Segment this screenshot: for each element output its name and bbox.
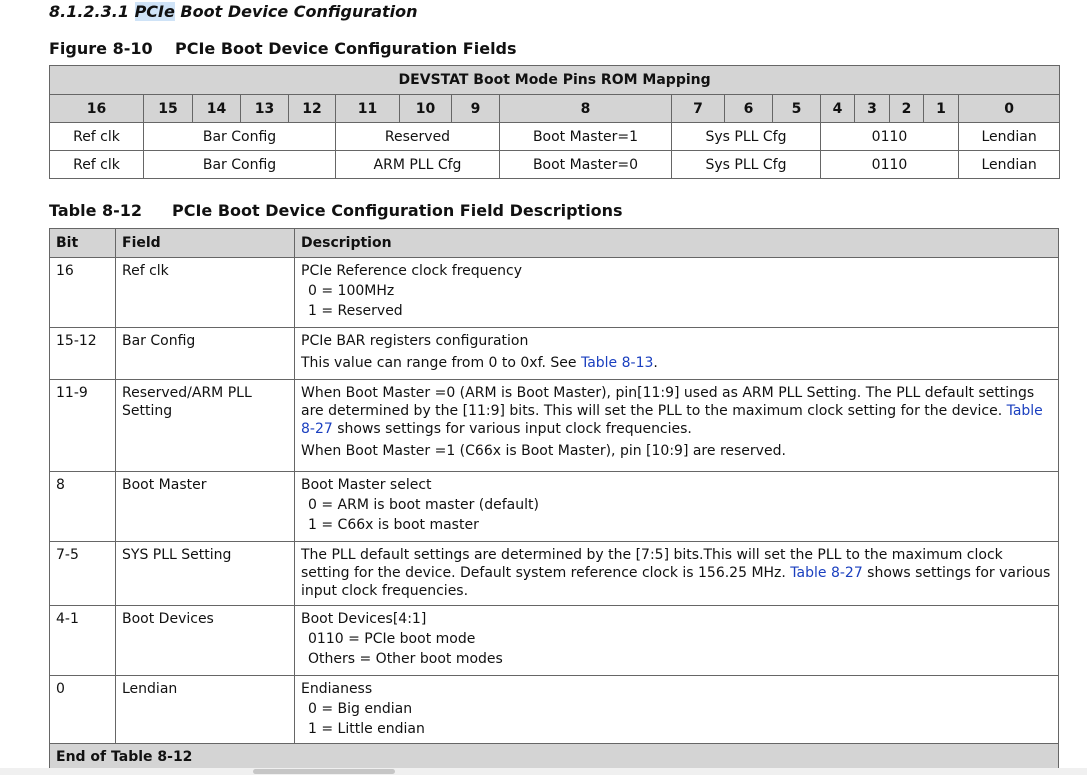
bit-6: 6 xyxy=(725,95,773,123)
field-sys-pll: Sys PLL Cfg xyxy=(672,123,821,151)
figure-caption xyxy=(49,39,517,58)
bit-3: 3 xyxy=(855,95,890,123)
table-number: Table 8-12 xyxy=(49,201,143,220)
bit-8: 8 xyxy=(500,95,672,123)
field-sys-pll: Sys PLL Cfg xyxy=(672,151,821,179)
table-row xyxy=(50,258,1059,328)
cell-description xyxy=(295,328,1059,380)
cell-bit: 15-12 xyxy=(50,328,116,380)
description-line: When Boot Master =1 (C66x is Boot Master), pin [10:9] are reserved. xyxy=(301,443,786,459)
field-description-table xyxy=(49,228,1059,771)
bit-1: 1 xyxy=(924,95,959,123)
cell-field: SYS PLL Setting xyxy=(116,542,295,606)
description-line: Endianess xyxy=(301,681,373,697)
description-line: 1 = C66x is boot master xyxy=(308,517,479,533)
field-boot-master: Boot Master=0 xyxy=(500,151,672,179)
field-ref-clk: Ref clk xyxy=(50,151,144,179)
description-line xyxy=(301,546,1052,600)
cell-bit: 16 xyxy=(50,258,116,328)
description-line xyxy=(301,354,1052,372)
section-number: 8.1.2.3.1 xyxy=(49,2,129,21)
table-end-row xyxy=(50,744,1059,771)
table-8-13-link[interactable]: Table 8-13 xyxy=(580,355,654,371)
description-line: PCIe BAR registers configuration xyxy=(301,333,529,349)
description-line: 1 = Reserved xyxy=(308,303,403,319)
table-row xyxy=(50,606,1059,676)
table-title: PCIe Boot Device Configuration Field Descriptions xyxy=(172,201,623,220)
table-row xyxy=(50,472,1059,542)
description-line: Boot Master select xyxy=(301,477,432,493)
table-8-27-link[interactable]: Table 8-27 xyxy=(790,565,863,581)
scrollbar-thumb[interactable] xyxy=(253,769,395,774)
table-end-label: End of Table 8-12 xyxy=(50,744,1059,771)
field-boot-master: Boot Master=1 xyxy=(500,123,672,151)
cell-bit: 0 xyxy=(50,676,116,744)
bit-14: 14 xyxy=(193,95,241,123)
figure-title: PCIe Boot Device Configuration Fields xyxy=(175,39,517,58)
section-title-highlight: PCIe xyxy=(134,2,175,21)
table-row xyxy=(50,380,1059,472)
description-line: PCIe Reference clock frequency xyxy=(301,263,522,279)
header-field: Field xyxy=(116,229,295,258)
field-bits-11-9: Reserved xyxy=(336,123,500,151)
field-ref-clk: Ref clk xyxy=(50,123,144,151)
bit-7: 7 xyxy=(672,95,725,123)
bit-5: 5 xyxy=(773,95,821,123)
figure-number: Figure 8-10 xyxy=(49,39,153,58)
description-text: This value can range from 0 to 0xf. See xyxy=(301,355,581,371)
bit-11: 11 xyxy=(336,95,400,123)
bit-16: 16 xyxy=(50,95,144,123)
description-line: 1 = Little endian xyxy=(308,721,425,737)
bit-15: 15 xyxy=(144,95,193,123)
table-row xyxy=(50,328,1059,380)
cell-field: Reserved/ARM PLL Setting xyxy=(116,380,295,472)
description-line: 0 = Big endian xyxy=(308,701,413,717)
description-text: . xyxy=(653,355,658,371)
description-line: Others = Other boot modes xyxy=(308,651,503,667)
bit-4: 4 xyxy=(821,95,855,123)
bit-12: 12 xyxy=(289,95,336,123)
figure-row xyxy=(50,123,1060,151)
field-bits-11-9: ARM PLL Cfg xyxy=(336,151,500,179)
field-bar-config: Bar Config xyxy=(144,123,336,151)
table-8-27-link[interactable]: Table 8-27 xyxy=(301,403,1043,437)
cell-bit: 11-9 xyxy=(50,380,116,472)
description-line: Boot Devices[4:1] xyxy=(301,611,427,627)
cell-description xyxy=(295,606,1059,676)
description-line: 0 = ARM is boot master (default) xyxy=(308,497,539,513)
cell-field: Boot Master xyxy=(116,472,295,542)
figure-row xyxy=(50,151,1060,179)
cell-description xyxy=(295,676,1059,744)
field-boot-devices: 0110 xyxy=(821,151,959,179)
description-line: 0110 = PCIe boot mode xyxy=(308,631,476,647)
cell-description xyxy=(295,542,1059,606)
description-line: 0 = 100MHz xyxy=(308,283,395,299)
cell-field: Bar Config xyxy=(116,328,295,380)
cell-field: Ref clk xyxy=(116,258,295,328)
bit-9: 9 xyxy=(452,95,500,123)
field-bar-config: Bar Config xyxy=(144,151,336,179)
field-boot-devices: 0110 xyxy=(821,123,959,151)
bit-2: 2 xyxy=(890,95,924,123)
field-lendian: Lendian xyxy=(959,151,1060,179)
cell-description xyxy=(295,472,1059,542)
section-heading xyxy=(49,2,418,21)
cell-description xyxy=(295,258,1059,328)
cell-field: Lendian xyxy=(116,676,295,744)
table-caption xyxy=(49,201,623,220)
header-bit: Bit xyxy=(50,229,116,258)
figure-table-header: DEVSTAT Boot Mode Pins ROM Mapping xyxy=(50,66,1060,95)
description-text: shows settings for various input clock frequencies. xyxy=(301,565,1051,599)
cell-bit: 4-1 xyxy=(50,606,116,676)
description-text: The PLL default settings are determined by the [7:5] bits.This will set the PLL to the maximum clock setting for the device. Default system reference clock is 156.25 MHz. xyxy=(301,547,1003,581)
bit-13: 13 xyxy=(241,95,289,123)
table-row xyxy=(50,676,1059,744)
cell-bit: 8 xyxy=(50,472,116,542)
horizontal-scrollbar[interactable] xyxy=(0,768,1087,775)
description-text: shows settings for various input clock frequencies. xyxy=(332,421,692,437)
header-description: Description xyxy=(295,229,1059,258)
bit-0: 0 xyxy=(959,95,1060,123)
section-title: Boot Device Configuration xyxy=(174,2,418,21)
cell-description xyxy=(295,380,1059,472)
bit-10: 10 xyxy=(400,95,452,123)
cell-field: Boot Devices xyxy=(116,606,295,676)
description-text: When Boot Master =0 (ARM is Boot Master), pin[11:9] used as ARM PLL Setting. The PLL default settings are determined by the [11:9] bits. This will set the PLL to the maximum clock setting for the device. xyxy=(301,385,1035,419)
table-row xyxy=(50,542,1059,606)
field-lendian: Lendian xyxy=(959,123,1060,151)
cell-bit: 7-5 xyxy=(50,542,116,606)
description-line xyxy=(301,384,1052,438)
bit-field-figure xyxy=(49,65,1060,179)
